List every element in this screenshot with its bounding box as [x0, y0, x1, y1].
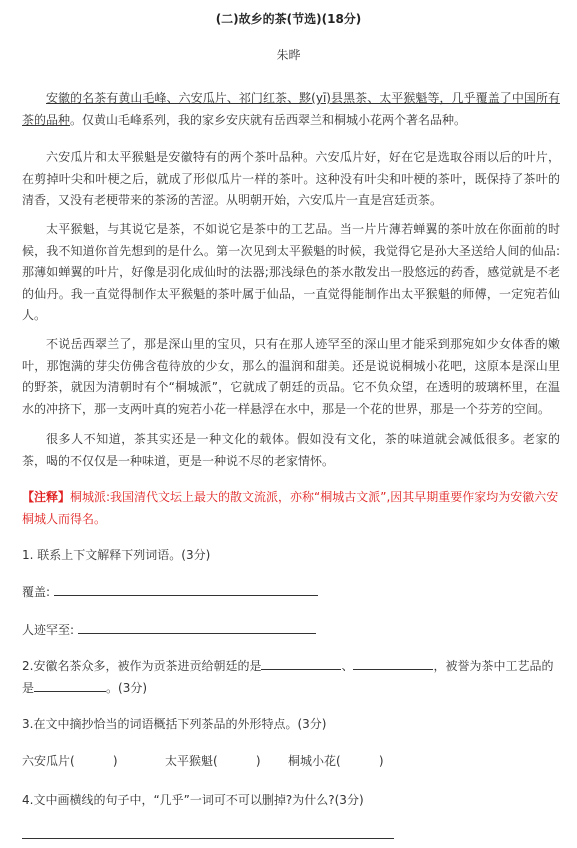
- question-2-part-a: 2.安徽名茶众多，被作为贡茶进贡给朝廷的是: [22, 659, 262, 673]
- document-title: (二)故乡的茶(节选)(18分): [215, 12, 362, 26]
- question-2: [22, 656, 562, 699]
- annotation-note: [22, 487, 560, 530]
- paragraph-1: [22, 88, 560, 131]
- author-name: 朱晔: [276, 48, 301, 62]
- question-1-b-label: 人迹罕至:: [22, 623, 75, 637]
- paragraph-4: 不说岳西翠兰了，那是深山里的宝贝，只有在那人迹罕至的深山里才能采到那宛如少女体香的嫩叶，那饱满的芽尖仿佛含苞待放的少女，那么的温润和甜美。还是说说桐城小花吧，这原本是深山里的野茶，就因为清朝时有个“桐城派”，它就成了朝廷的贡品。它不负众望，在透明的玻璃杯里，在温水的冲挤下，那一支两叶真的宛若小花一样悬浮在水中，那是一个花的世界，那是一个芬芳的空间。: [22, 337, 560, 416]
- question-2-separator: 、: [341, 659, 354, 673]
- answer-line-q4[interactable]: [22, 838, 394, 839]
- annotation-text: 桐城派:我国清代文坛上最大的散文流派，亦称“桐城古文派”,因其早期重要作家均为安徽六安桐城人而得名。: [22, 490, 559, 526]
- question-1-b: [22, 620, 562, 642]
- answer-blank-fugai[interactable]: [54, 583, 318, 596]
- question-1-a: [22, 582, 562, 604]
- answer-blank-renjihanzhi[interactable]: [78, 621, 316, 634]
- question-1: 1. 联系上下文解释下列词语。(3分): [22, 548, 211, 562]
- question-4: 4.文中画横线的句子中，“几乎”一词可不可以删掉?为什么?(3分): [22, 793, 364, 807]
- tea-item-taiping: 太平猴魁( ): [165, 754, 261, 768]
- question-2-end: 。(3分): [106, 680, 148, 695]
- underlined-sentence: 安徽的名茶有黄山毛峰、六安瓜片、祁门红茶、黟(yī)县黑茶、太平猴魁等，几乎覆盖了中国所有茶的品种: [22, 91, 560, 127]
- annotation-tag: 【注释】: [22, 490, 71, 504]
- answer-blank-tribute-1[interactable]: [261, 657, 341, 670]
- paragraph-1-rest: 。仅黄山毛峰系列，我的家乡安庆就有岳西翠兰和桐城小花两个著名品种。: [70, 112, 467, 127]
- question-2-part-b: ，被誉为茶中工艺品的是: [22, 659, 554, 695]
- question-3-items: [22, 752, 562, 772]
- answer-blank-tribute-2[interactable]: [353, 657, 433, 670]
- question-1-a-label: 覆盖:: [22, 585, 51, 599]
- paragraph-2: 六安瓜片和太平猴魁是安徽特有的两个茶叶品种。六安瓜片好，好在它是选取谷雨以后的叶片，在剪掉叶尖和叶梗之后，就成了形似瓜片一样的茶叶。这种没有叶尖和叶梗的茶叶，既保持了茶叶的清香，又没有老梗带来的茶汤的苦涩。从明朝开始，六安瓜片一直是宫廷贡茶。: [22, 150, 560, 207]
- tea-item-tongcheng: 桐城小花( ): [288, 754, 384, 768]
- paragraph-5: 很多人不知道，茶其实还是一种文化的载体。假如没有文化，茶的味道就会减低很多。老家的茶，喝的不仅仅是一种味道，更是一种说不尽的老家情怀。: [22, 432, 560, 468]
- answer-blank-craft[interactable]: [34, 679, 106, 692]
- tea-item-liuan: 六安瓜片( ): [22, 754, 118, 768]
- paragraph-3: 太平猴魁，与其说它是茶，不如说它是茶中的工艺品。当一片片薄若蝉翼的茶叶放在你面前的时候，我不知道你首先想到的是什么。第一次见到太平猴魁的时候，我觉得它是孙大圣送给人间的仙品:那薄如蝉翼的叶片，好像是羽化成仙时的法器;那浅绿色的茶水散发出一股悠远的药香，感觉就是不老的仙丹。我一直觉得制作太平猴魁的茶叶属于仙品，一直觉得能制作出太平猴魁的师傅，一定宛若仙人。: [22, 222, 560, 322]
- question-3: 3.在文中摘抄恰当的词语概括下列茶品的外形特点。(3分): [22, 717, 327, 731]
